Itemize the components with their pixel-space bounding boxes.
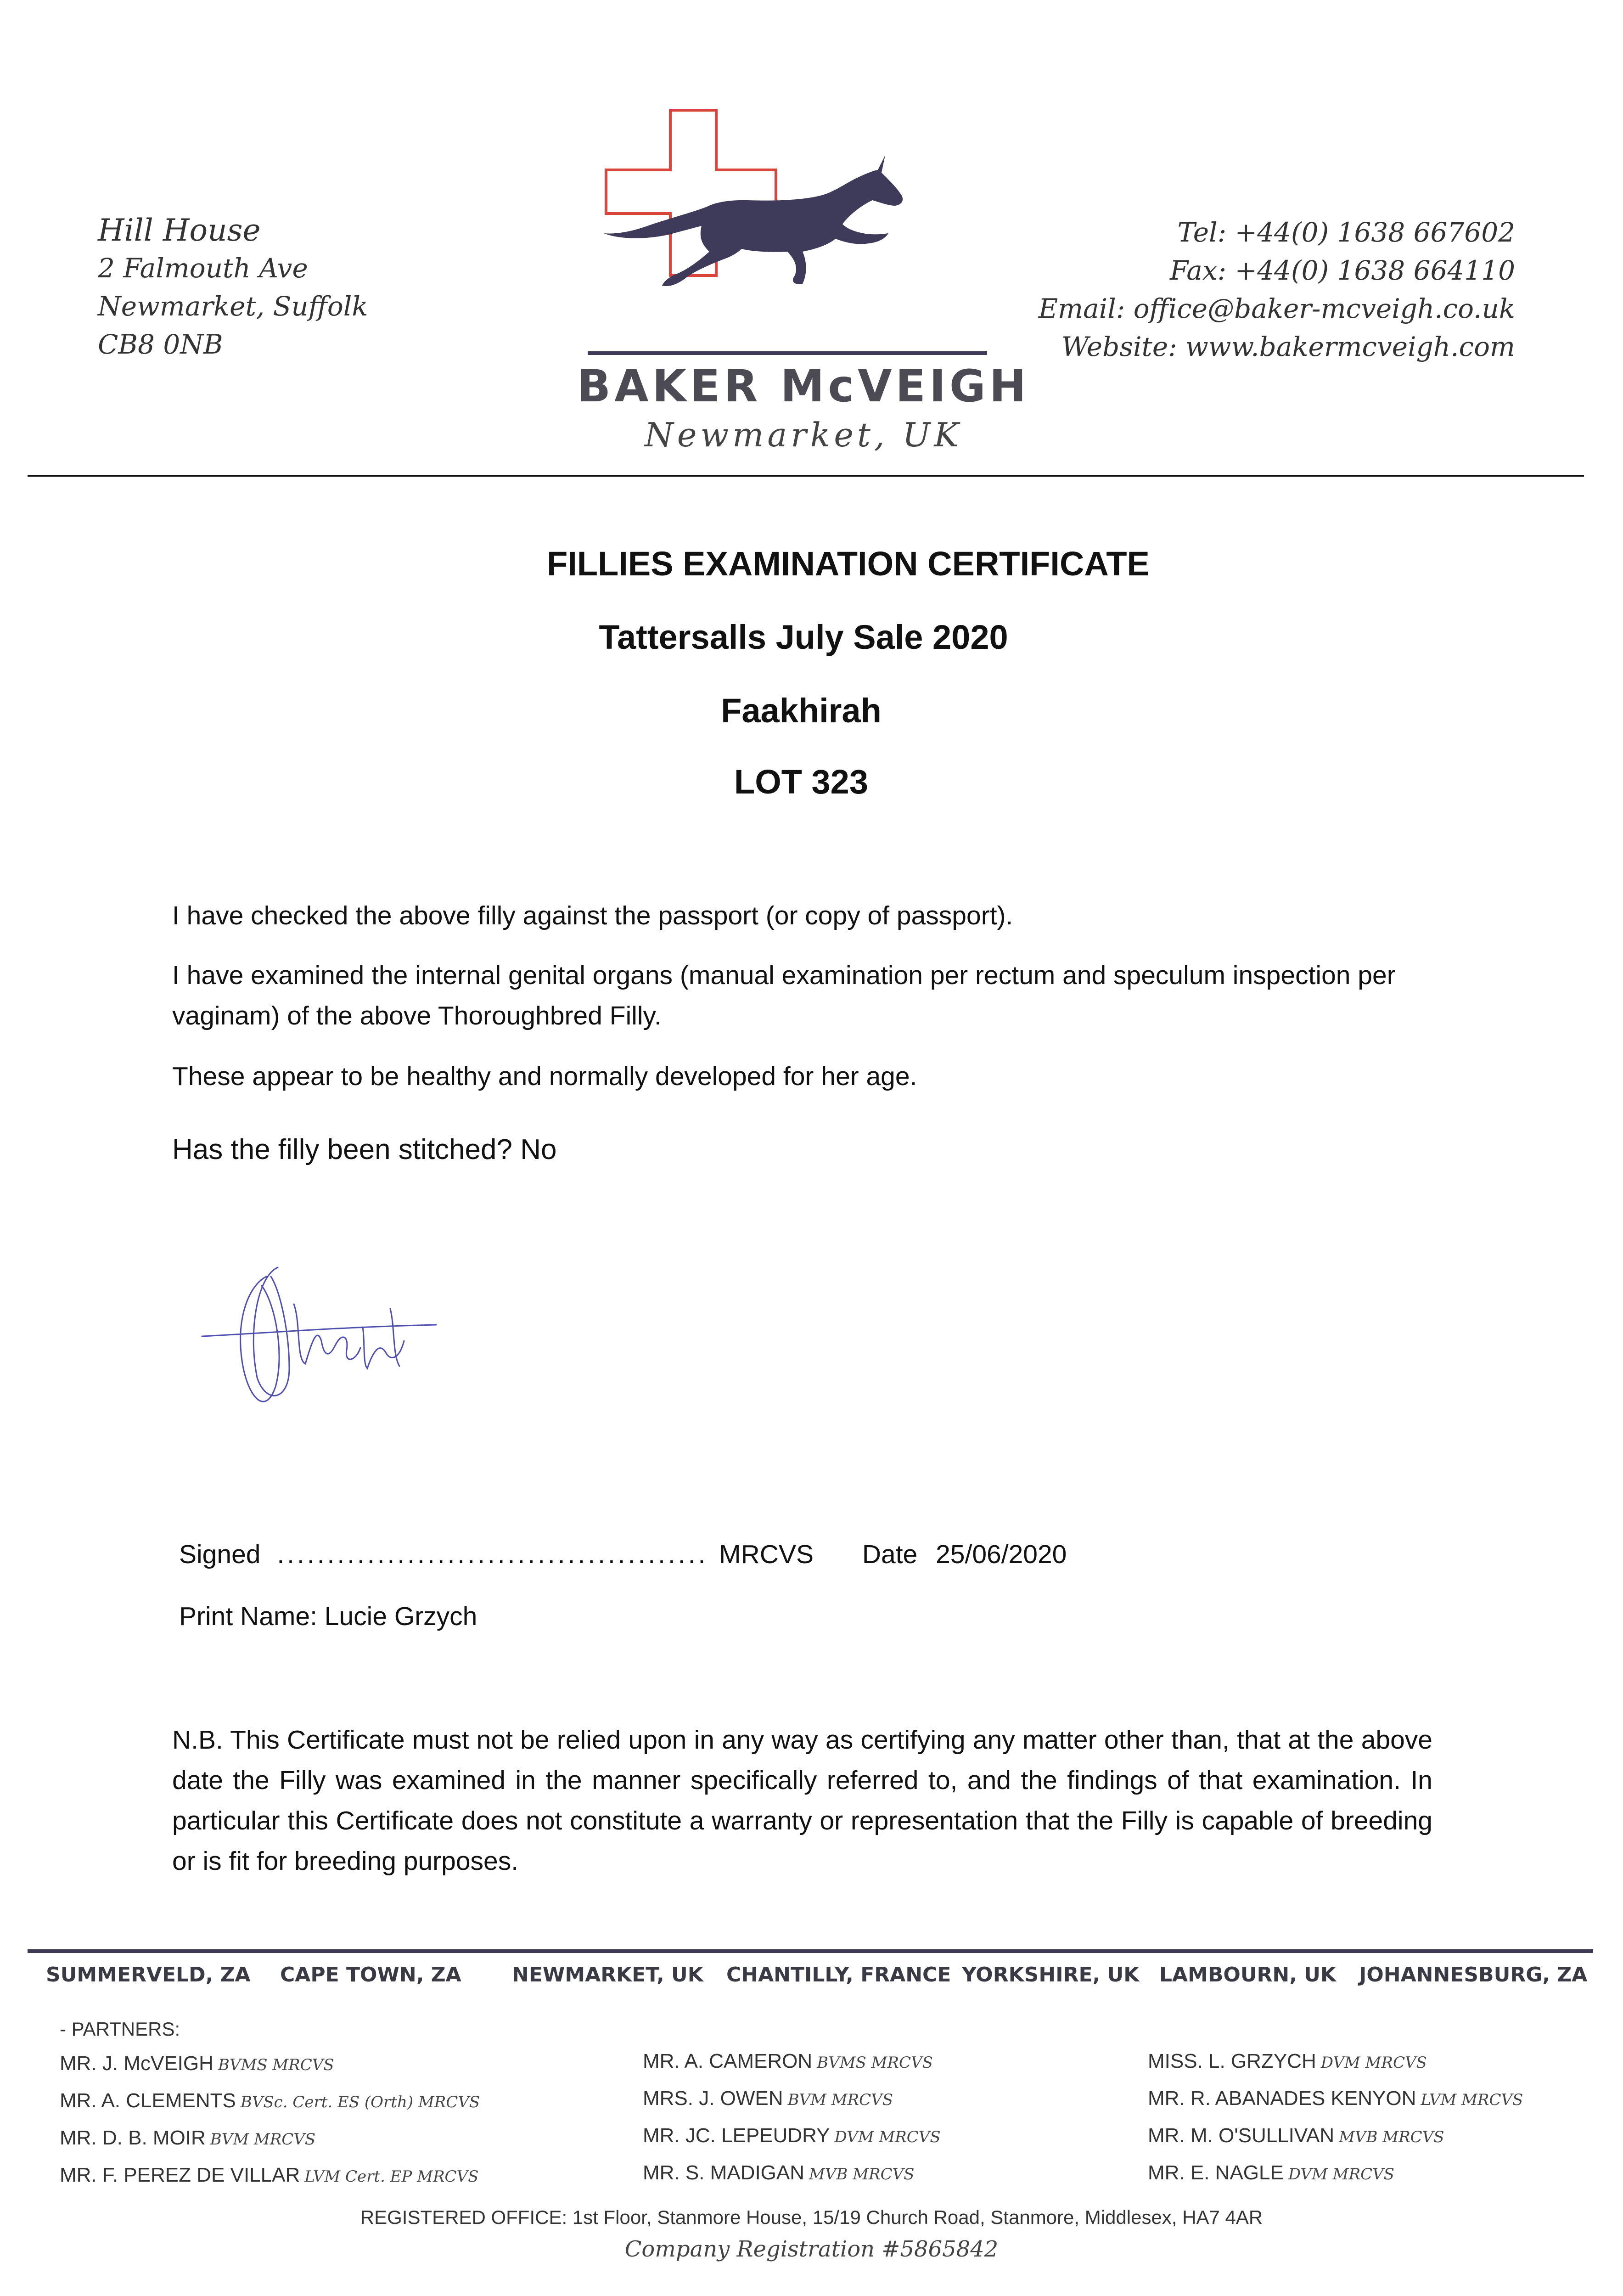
signature-icon xyxy=(197,1249,455,1442)
partner-quals: MVB MRCVS xyxy=(809,2165,915,2183)
office-location: LAMBOURN, UK xyxy=(1159,1963,1337,1986)
sale-name: Tattersalls July Sale 2020 xyxy=(599,618,1008,656)
partner-quals: DVM MRCVS xyxy=(1320,2054,1427,2072)
lot-number: LOT 323 xyxy=(734,763,868,801)
office-location: CAPE TOWN, ZA xyxy=(280,1963,461,1986)
header-divider xyxy=(28,475,1584,477)
partner xyxy=(643,2118,941,2155)
website: Website: www.bakermcveigh.com xyxy=(1061,331,1515,362)
partner-name: MR. A. CAMERON xyxy=(643,2050,813,2072)
partner xyxy=(643,2081,941,2118)
partner-quals: LVM MRCVS xyxy=(1421,2091,1523,2109)
logo-cross-outline xyxy=(606,110,776,276)
partner-name: MR. E. NAGLE xyxy=(1148,2161,1284,2184)
partner xyxy=(60,2120,480,2157)
partners-column xyxy=(1148,2043,1523,2192)
address-line: Newmarket, Suffolk xyxy=(98,291,368,322)
brand-name: BAKER McVEIGH xyxy=(577,360,1030,412)
partner-quals: MVB MRCVS xyxy=(1339,2128,1444,2146)
partner-name: MRS. J. OWEN xyxy=(643,2087,783,2110)
office-locations xyxy=(46,1958,1588,1995)
date-value: 25/06/2020 xyxy=(936,1540,1067,1569)
registered-office: REGISTERED OFFICE: 1st Floor, Stanmore House, 15/19 Church Road, Stanmore, Middlesex, HA7 4AR xyxy=(360,2206,1263,2228)
footer-divider xyxy=(28,1949,1593,1953)
partner-name: MR. D. B. MOIR xyxy=(60,2127,206,2149)
certificate-title: FILLIES EXAMINATION CERTIFICATE xyxy=(547,545,1150,583)
partner xyxy=(60,2046,480,2083)
fax: Fax: +44(0) 1638 664110 xyxy=(1169,255,1515,286)
partner xyxy=(643,2043,941,2081)
office-location: JOHANNESBURG, ZA xyxy=(1359,1963,1588,1986)
partner xyxy=(1148,2081,1523,2118)
partner xyxy=(1148,2043,1523,2081)
signature-dots: ........................................... xyxy=(277,1540,708,1569)
partner-quals: BVMS MRCVS xyxy=(218,2056,334,2074)
partner-name: MR. F. PEREZ DE VILLAR xyxy=(60,2164,300,2186)
telephone: Tel: +44(0) 1638 667602 xyxy=(1177,217,1515,248)
print-name: Print Name: Lucie Grzych xyxy=(179,1602,477,1631)
company-registration: Company Registration #5865842 xyxy=(624,2236,999,2262)
brand-location: Newmarket, UK xyxy=(644,416,963,454)
partner-quals: BVSc. Cert. ES (Orth) MRCVS xyxy=(240,2093,480,2111)
stitched-question: Has the filly been stitched? No xyxy=(172,1134,557,1165)
partner xyxy=(1148,2155,1523,2192)
disclaimer: N.B. This Certificate must not be relied upon in any way as certifying any matter other than, that at the above date the Filly was examined in the manner specifically referred to, and the findings of that examination. In particular this Certificate does not constitute a warranty or representation that the Filly is capable of breeding or is fit for breeding purposes. xyxy=(172,1725,1432,1876)
partner-name: MR. A. CLEMENTS xyxy=(60,2089,236,2112)
office-location: CHANTILLY, FRANCE xyxy=(726,1963,951,1986)
partner xyxy=(643,2155,941,2192)
partner-quals: BVM MRCVS xyxy=(787,2091,893,2109)
date-label: Date xyxy=(862,1540,918,1569)
partners-column xyxy=(60,2046,480,2195)
address-line: CB8 0NB xyxy=(98,329,223,360)
office-location: SUMMERVELD, ZA xyxy=(46,1963,251,1986)
partner-quals: DVM MRCVS xyxy=(1288,2165,1394,2183)
partner xyxy=(1148,2118,1523,2155)
passport-check-statement: I have checked the above filly against the passport (or copy of passport). xyxy=(172,901,1013,930)
partners-column xyxy=(643,2043,941,2192)
partner xyxy=(60,2083,480,2120)
partner-quals: BVM MRCVS xyxy=(210,2130,316,2149)
email: Email: office@baker-mcveigh.co.uk xyxy=(1038,293,1515,324)
office-location: NEWMARKET, UK xyxy=(512,1963,703,1986)
office-location: YORKSHIRE, UK xyxy=(962,1963,1140,1986)
partner-quals: DVM MRCVS xyxy=(834,2128,941,2146)
partner-name: MR. M. O'SULLIVAN xyxy=(1148,2124,1335,2147)
logo-horse-cross-icon xyxy=(578,106,992,363)
partner-name: MR. J. McVEIGH xyxy=(60,2052,213,2075)
contact-details xyxy=(1039,214,1515,366)
partner-quals: LVM Cert. EP MRCVS xyxy=(304,2167,479,2186)
partner xyxy=(60,2157,480,2195)
examination-statement: I have examined the internal genital organs (manual examination per rectum and speculum inspection per vaginam) of the above Thoroughbred Filly. xyxy=(172,961,1396,1030)
partner-name: MISS. L. GRZYCH xyxy=(1148,2050,1316,2072)
address-line: Hill House xyxy=(98,213,261,248)
address-line: 2 Falmouth Ave xyxy=(98,253,308,284)
partners-heading: - PARTNERS: xyxy=(60,2018,180,2040)
office-address xyxy=(98,211,368,364)
partner-quals: BVMS MRCVS xyxy=(817,2054,933,2072)
signed-label: Signed xyxy=(179,1540,261,1569)
partner-name: MR. JC. LEPEUDRY xyxy=(643,2124,830,2147)
horse-name: Faakhirah xyxy=(721,692,882,730)
partner-name: MR. R. ABANADES KENYON xyxy=(1148,2087,1416,2110)
partner-name: MR. S. MADIGAN xyxy=(643,2161,805,2184)
logo-underline xyxy=(588,351,987,355)
qualification: MRCVS xyxy=(719,1540,814,1569)
signature-line xyxy=(179,1536,1067,1573)
health-statement: These appear to be healthy and normally developed for her age. xyxy=(172,1062,917,1091)
logo-horse-silhouette xyxy=(604,155,903,286)
